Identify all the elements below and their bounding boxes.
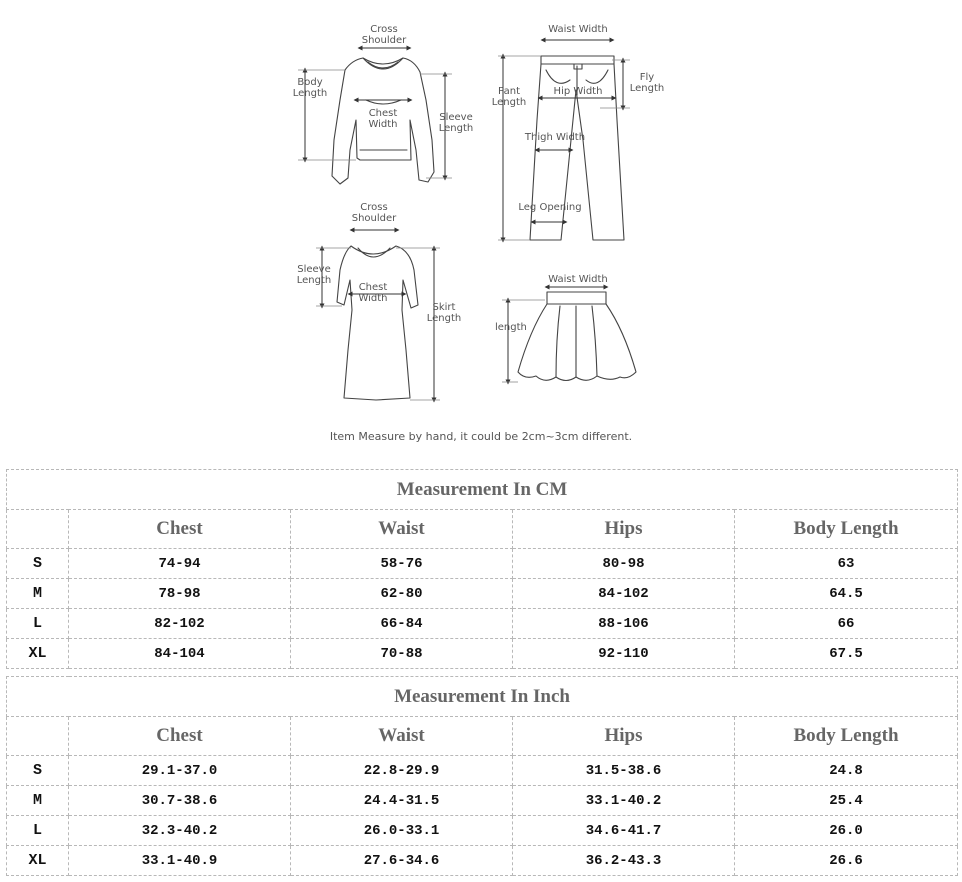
waist-cell: 22.8-29.9	[291, 756, 513, 786]
table-title: Measurement In Inch	[7, 677, 958, 717]
column-header-chest: Chest	[69, 717, 291, 756]
body-length-cell: 24.8	[735, 756, 958, 786]
size-table-inch	[6, 676, 958, 876]
pants-leg-opening-label: Leg Opening	[518, 202, 582, 213]
size-cell: M	[7, 786, 69, 816]
body-length-cell: 64.5	[735, 579, 958, 609]
top-sleeve-length-label: Sleeve Length	[438, 112, 474, 134]
table-row	[7, 609, 958, 639]
chest-cell: 84-104	[69, 639, 291, 669]
table-row	[7, 639, 958, 669]
table-row	[7, 756, 958, 786]
hips-cell: 34.6-41.7	[513, 816, 735, 846]
waist-cell: 58-76	[291, 549, 513, 579]
dress-garment-icon	[337, 246, 418, 400]
hips-cell: 88-106	[513, 609, 735, 639]
column-header-hips: Hips	[513, 717, 735, 756]
chest-cell: 33.1-40.9	[69, 846, 291, 876]
waist-cell: 26.0-33.1	[291, 816, 513, 846]
table-title: Measurement In CM	[7, 470, 958, 510]
pants-thigh-width-label: Thigh Width	[524, 132, 586, 143]
chest-cell: 82-102	[69, 609, 291, 639]
size-cell: XL	[7, 846, 69, 876]
dress-cross-shoulder-label: Cross Shoulder	[351, 202, 397, 224]
top-body-length-label: Body Length	[292, 77, 328, 99]
column-header-body-length: Body Length	[735, 717, 958, 756]
table-row	[7, 549, 958, 579]
chest-cell: 78-98	[69, 579, 291, 609]
table-row	[7, 816, 958, 846]
skirt-garment-icon	[518, 292, 636, 381]
skirt-waist-width-label: Waist Width	[548, 274, 608, 285]
size-cell: XL	[7, 639, 69, 669]
hips-cell: 92-110	[513, 639, 735, 669]
hips-cell: 31.5-38.6	[513, 756, 735, 786]
pants-pant-length-label: Pant Length	[491, 86, 527, 108]
dress-skirt-length-label: Skirt Length	[426, 302, 462, 324]
top-chest-width-label: Chest Width	[368, 108, 398, 130]
pants-waist-width-label: Waist Width	[548, 24, 608, 35]
table-row	[7, 846, 958, 876]
body-length-cell: 26.6	[735, 846, 958, 876]
size-cell: M	[7, 579, 69, 609]
chest-cell: 32.3-40.2	[69, 816, 291, 846]
column-header-size	[7, 510, 69, 549]
waist-cell: 70-88	[291, 639, 513, 669]
body-length-cell: 25.4	[735, 786, 958, 816]
body-length-cell: 26.0	[735, 816, 958, 846]
top-cross-shoulder-label: Cross Shoulder	[361, 24, 407, 46]
size-cell: L	[7, 816, 69, 846]
skirt-length-label: length	[495, 322, 527, 333]
table-row	[7, 786, 958, 816]
waist-cell: 62-80	[291, 579, 513, 609]
hips-cell: 33.1-40.2	[513, 786, 735, 816]
pants-hip-width-label: Hip Width	[553, 86, 603, 97]
size-cell: S	[7, 549, 69, 579]
dress-sleeve-length-label: Sleeve Length	[296, 264, 332, 286]
column-header-chest: Chest	[69, 510, 291, 549]
chest-cell: 29.1-37.0	[69, 756, 291, 786]
table-row	[7, 579, 958, 609]
dress-chest-width-label: Chest Width	[358, 282, 388, 304]
waist-cell: 27.6-34.6	[291, 846, 513, 876]
measurement-note: Item Measure by hand, it could be 2cm~3cm different.	[329, 430, 633, 443]
size-table-cm	[6, 469, 958, 669]
column-header-size	[7, 717, 69, 756]
chest-cell: 30.7-38.6	[69, 786, 291, 816]
waist-cell: 24.4-31.5	[291, 786, 513, 816]
column-header-waist: Waist	[291, 717, 513, 756]
chest-cell: 74-94	[69, 549, 291, 579]
column-header-hips: Hips	[513, 510, 735, 549]
column-header-body-length: Body Length	[735, 510, 958, 549]
hips-cell: 84-102	[513, 579, 735, 609]
size-cell: S	[7, 756, 69, 786]
hips-cell: 80-98	[513, 549, 735, 579]
pants-fly-length-label: Fly Length	[629, 72, 665, 94]
waist-cell: 66-84	[291, 609, 513, 639]
body-length-cell: 63	[735, 549, 958, 579]
hips-cell: 36.2-43.3	[513, 846, 735, 876]
body-length-cell: 67.5	[735, 639, 958, 669]
body-length-cell: 66	[735, 609, 958, 639]
column-header-waist: Waist	[291, 510, 513, 549]
size-cell: L	[7, 609, 69, 639]
